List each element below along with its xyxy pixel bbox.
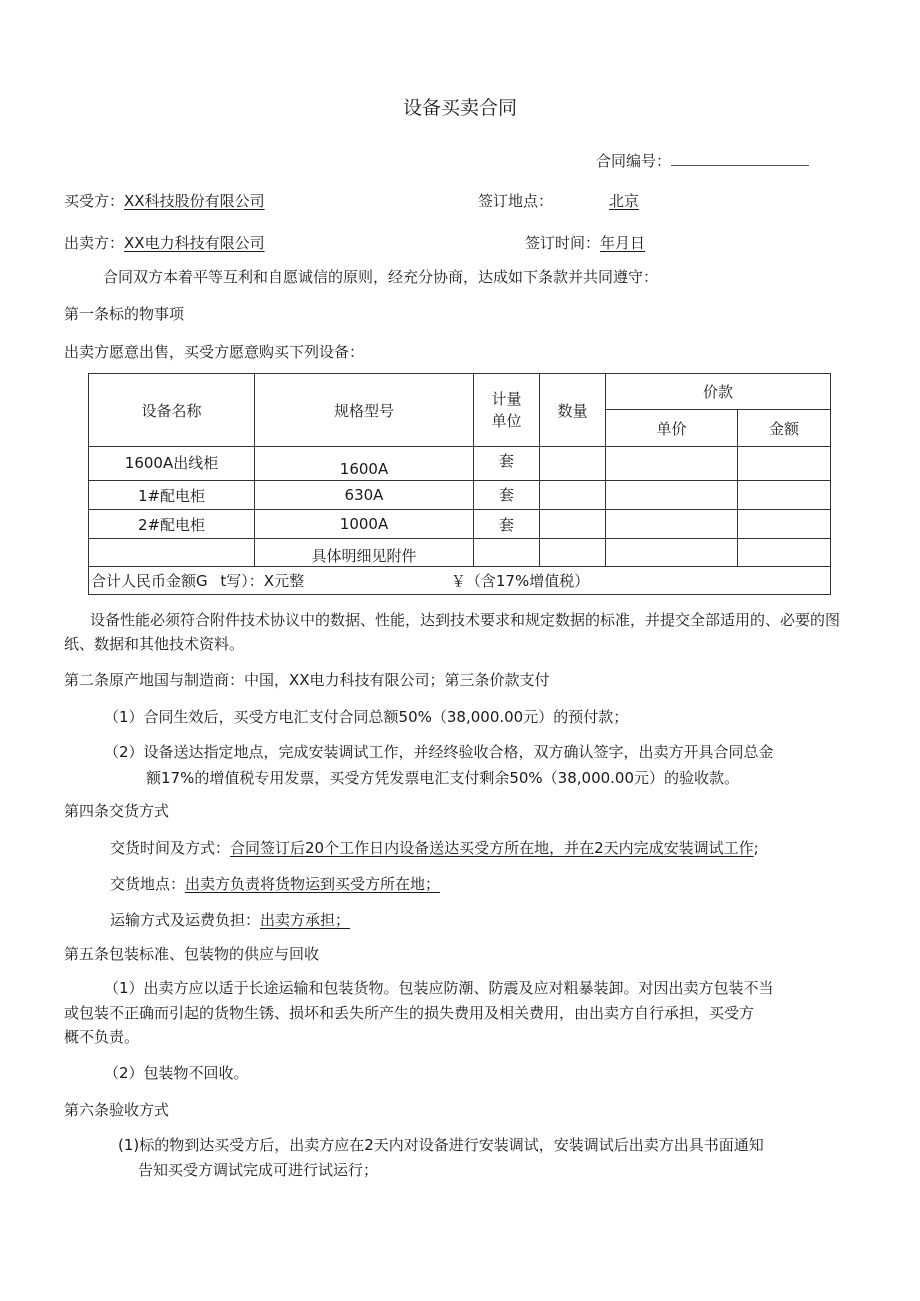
header-unit-line2: 单位 [491, 412, 522, 430]
packing-item-1-line1: （1）出卖方应以适于长途运输和包装货物。包装应防潮、防震及应对粗暴装卸。对因出卖方包装不当 [104, 979, 774, 997]
payment-item-2-line1: （2）设备送达指定地点，完成安装调试工作，并经终验收合格，双方确认签字，出卖方开具合同总金 [104, 743, 774, 761]
row-unit [474, 539, 540, 567]
sign-time: 年月日 [600, 234, 646, 252]
row-unit-price [606, 510, 738, 539]
delivery-time-label: 交货时间及方式： [110, 839, 231, 857]
article-1-note: 设备性能必须符合附件技术协议中的数据、性能，达到技术要求和规定数据的标准，并提交全部适用的、必要的图纸、数据和其他技术资料。 [64, 611, 841, 653]
contract-number-label: 合同编号： [596, 152, 672, 170]
table-row [89, 481, 831, 510]
delivery-place-line [110, 874, 440, 894]
row-amount [738, 510, 831, 539]
row-quantity [540, 481, 606, 510]
acceptance-item-1-line2: 告知买受方调试完成可进行试运行； [138, 1161, 379, 1179]
equipment-table [88, 373, 831, 595]
row-unit: 套 [474, 510, 540, 539]
transport: 出卖方承担； [260, 911, 351, 929]
row-amount [738, 447, 831, 481]
delivery-time-line [110, 838, 759, 858]
acceptance-item-1-line1: (1)标的物到达买受方后，出卖方应在2天内对设备进行安装调试，安装调试后出卖方出具书面通知 [118, 1136, 764, 1154]
header-price: 价款 [606, 374, 831, 410]
row-unit: 套 [474, 481, 540, 510]
total-words: t写）：X元整 [220, 572, 305, 590]
buyer-name: XX科技股份有限公司 [124, 192, 265, 210]
row-model: 1000A [255, 510, 474, 539]
page-title: 设备买卖合同 [402, 97, 517, 119]
sign-time-label: 签订时间： [525, 234, 601, 252]
row-quantity [540, 447, 606, 481]
delivery-time-end: ; [753, 839, 759, 857]
article-1-intro: 出卖方愿意出售，买受方愿意购买下列设备： [64, 343, 365, 361]
row-unit-price [606, 539, 738, 567]
row-unit-price [606, 447, 738, 481]
contract-number-blank [671, 151, 809, 166]
article-1-title: 第一条标的物事项 [64, 305, 185, 323]
contract-number-line [596, 151, 809, 171]
seller-label: 出卖方： [64, 234, 125, 252]
header-quantity: 数量 [540, 374, 606, 447]
row-model: 630A [255, 481, 474, 510]
buyer-line [64, 191, 265, 211]
header-amount: 金额 [738, 410, 831, 447]
article-6-title: 第六条验收方式 [64, 1101, 170, 1119]
row-model: 1600A [255, 447, 474, 481]
total-cell [89, 567, 831, 595]
row-name: 1#配电柜 [89, 481, 255, 510]
row-unit: 套 [474, 447, 540, 481]
total-label: 合计人民币金额G [91, 572, 208, 590]
delivery-place: 出卖方负责将货物运到买受方所在地； [185, 875, 441, 893]
transport-line [110, 910, 350, 930]
total-tax-note: ￥（含17%增值税） [450, 572, 590, 590]
total-row [89, 567, 831, 595]
packing-item-1-line3: 概不负责。 [64, 1028, 140, 1046]
table-row [89, 510, 831, 539]
row-model: 具体明细见附件 [255, 539, 474, 567]
payment-item-2-line2: 额17%的增值税专用发票，买受方凭发票电汇支付剩余50%（38,000.00元）的验收款。 [146, 769, 740, 787]
row-quantity [540, 510, 606, 539]
packing-item-2: （2）包装物不回收。 [104, 1064, 249, 1082]
article-5-title: 第五条包装标准、包装物的供应与回收 [64, 945, 320, 963]
sign-time-line [525, 233, 645, 253]
seller-name: XX电力科技有限公司 [124, 234, 265, 252]
row-name [89, 539, 255, 567]
row-amount [738, 539, 831, 567]
transport-label: 运输方式及运费负担： [110, 911, 261, 929]
delivery-time: 合同签订后20个工作日内设备送达买受方所在地，并在2天内完成安装调试工作 [230, 839, 754, 857]
seller-line [64, 233, 265, 253]
packing-item-1-line2: 或包装不正确而引起的货物生锈、损坏和丢失所产生的损失费用及相关费用，由出卖方自行承担，买受方 [64, 1004, 755, 1022]
row-name: 2#配电柜 [89, 510, 255, 539]
article-2-3: 第二条原产地国与制造商：中国，XX电力科技有限公司；第三条价款支付 [64, 671, 550, 689]
sign-place: 北京 [609, 192, 640, 210]
header-unit-price: 单价 [606, 410, 738, 447]
payment-item-1: （1）合同生效后，买受方电汇支付合同总额50%（38,000.00元）的预付款； [104, 708, 629, 726]
table-row [89, 447, 831, 481]
delivery-place-label: 交货地点： [110, 875, 186, 893]
row-name: 1600A出线柜 [89, 447, 255, 481]
header-unit-line1: 计量 [491, 390, 522, 408]
sign-place-label: 签订地点： [478, 192, 554, 210]
row-amount [738, 481, 831, 510]
header-equipment-name: 设备名称 [89, 374, 255, 447]
buyer-label: 买受方： [64, 192, 125, 210]
row-quantity [540, 539, 606, 567]
preamble: 合同双方本着平等互利和自愿诚信的原则，经充分协商，达成如下条款并共同遵守： [103, 268, 659, 286]
article-4-title: 第四条交货方式 [64, 802, 170, 820]
header-model: 规格型号 [255, 374, 474, 447]
row-unit-price [606, 481, 738, 510]
table-row [89, 539, 831, 567]
header-unit [474, 374, 540, 447]
